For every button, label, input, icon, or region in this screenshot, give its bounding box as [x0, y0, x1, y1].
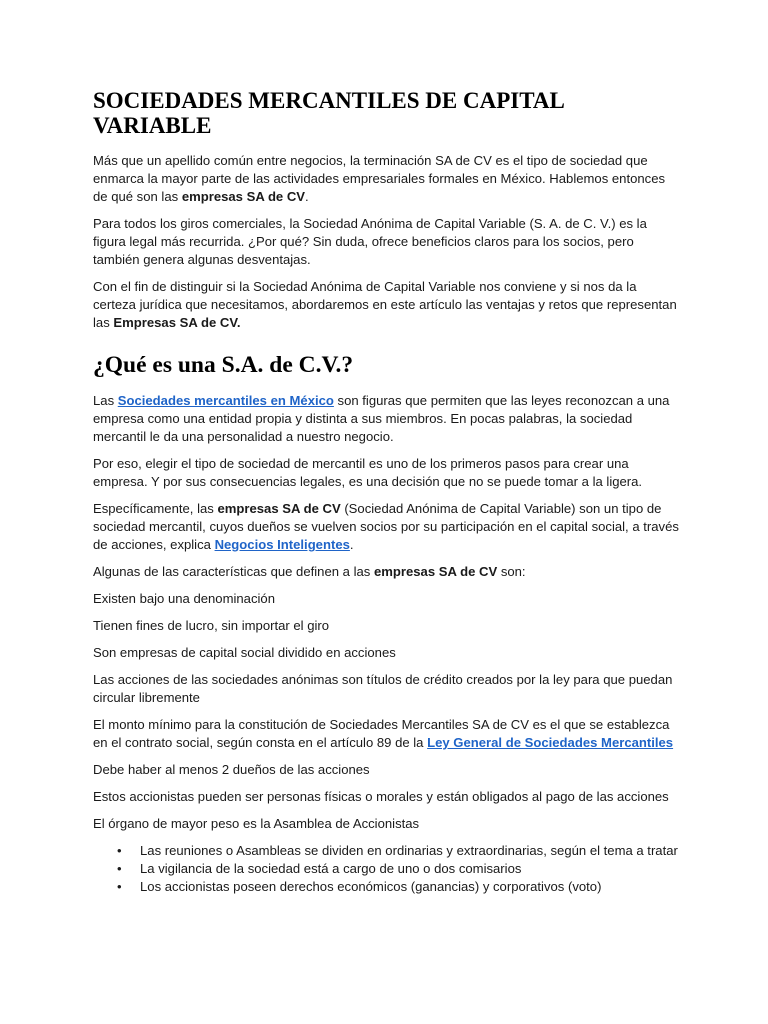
document-title: SOCIEDADES MERCANTILES DE CAPITAL VARIABLE	[93, 88, 564, 138]
intro-paragraph-1	[93, 152, 683, 206]
list-item-text: Las reuniones o Asambleas se dividen en ordinarias y extraordinarias, según el tema a tratar	[140, 843, 678, 858]
bullet-icon: •	[117, 861, 122, 876]
intro-p3-bold: Empresas SA de CV.	[113, 315, 241, 330]
ley-general-sociedades-link[interactable]: Ley General de Sociedades Mercantiles	[427, 735, 674, 750]
section-paragraph-1	[93, 392, 683, 446]
section-paragraph-3	[93, 500, 683, 554]
section-p3-bold: empresas SA de CV	[217, 501, 341, 516]
list-item	[117, 878, 683, 896]
list-item-text: La vigilancia de la sociedad está a cargo de uno o dos comisarios	[140, 861, 522, 876]
intro-p1-bold: empresas SA de CV	[181, 189, 306, 204]
characteristic-3: Son empresas de capital social dividido en acciones	[93, 645, 396, 660]
section-paragraph-4	[93, 563, 683, 581]
document-page	[93, 88, 683, 896]
section-p1-end: son figuras que permiten que las leyes reconozcan a una empresa como una entidad propia y distinta a sus miembros. En pocas palabras, la sociedad mercantil le da una personalidad a nuestro negocio.	[93, 393, 670, 444]
section-p3-start: Específicamente, las	[93, 501, 218, 516]
characteristic-4: Las acciones de las sociedades anónimas son títulos de crédito creados por la ley para que puedan circular libremente	[93, 672, 673, 705]
bullet-icon: •	[117, 879, 122, 894]
list-item	[117, 860, 683, 878]
characteristic-8: El órgano de mayor peso es la Asamblea de Accionistas	[93, 816, 420, 831]
section-p4-start: Algunas de las características que definen a las	[93, 564, 374, 579]
negocios-inteligentes-link[interactable]: Negocios Inteligentes	[214, 537, 350, 552]
characteristic-6: Debe haber al menos 2 dueños de las acciones	[93, 762, 370, 777]
intro-p1-end: .	[305, 189, 309, 204]
section-p4-end: son:	[497, 564, 526, 579]
section-paragraph-2: Por eso, elegir el tipo de sociedad de mercantil es uno de los primeros pasos para crear una empresa. Y por sus consecuencias legales, es una decisión que no se puede tomar a la ligera.	[93, 456, 643, 489]
intro-p3-text: Con el fin de distinguir si la Sociedad Anónima de Capital Variable nos conviene y si nos da la certeza jurídica que necesitamos, abordaremos en este artículo las ventajas y retos que representan las	[93, 279, 677, 330]
characteristic-2: Tienen fines de lucro, sin importar el giro	[93, 618, 330, 633]
section-heading: ¿Qué es una S.A. de C.V.?	[93, 352, 354, 378]
characteristic-5	[93, 716, 683, 752]
bullet-icon: •	[117, 843, 122, 858]
intro-paragraph-3	[93, 278, 683, 332]
section-p3-end: .	[349, 537, 354, 552]
list-item	[117, 842, 683, 860]
asamblea-bullet-list	[93, 842, 683, 896]
list-item-text: Los accionistas poseen derechos económicos (ganancias) y corporativos (voto)	[140, 879, 602, 894]
characteristic-5-text: El monto mínimo para la constitución de Sociedades Mercantiles SA de CV es el que se establezca en el contrato social, según consta en el artículo 89 de la	[93, 717, 670, 750]
characteristic-1: Existen bajo una denominación	[93, 591, 275, 606]
section-p3-mid: (Sociedad Anónima de Capital Variable) son un tipo de sociedad mercantil, cuyos dueños se vuelven socios por su participación en el capital social, a través de acciones, explica	[93, 501, 679, 552]
intro-p1-text: Más que un apellido común entre negocios, la terminación SA de CV es el tipo de sociedad que enmarca la mayor parte de las actividades empresariales formales en México. Hablemos entonces de qué son las	[93, 153, 666, 204]
intro-paragraph-2: Para todos los giros comerciales, la Sociedad Anónima de Capital Variable (S. A. de C. V.) es la figura legal más recurrida. ¿Por qué? Sin duda, ofrece beneficios claros para los socios, pero también genera algunas desventajas.	[93, 216, 647, 267]
section-p1-start: Las	[93, 393, 118, 408]
characteristic-7: Estos accionistas pueden ser personas físicas o morales y están obligados al pago de las acciones	[93, 789, 669, 804]
sociedades-mercantiles-link[interactable]: Sociedades mercantiles en México	[117, 393, 334, 408]
section-p4-bold: empresas SA de CV	[373, 564, 498, 579]
